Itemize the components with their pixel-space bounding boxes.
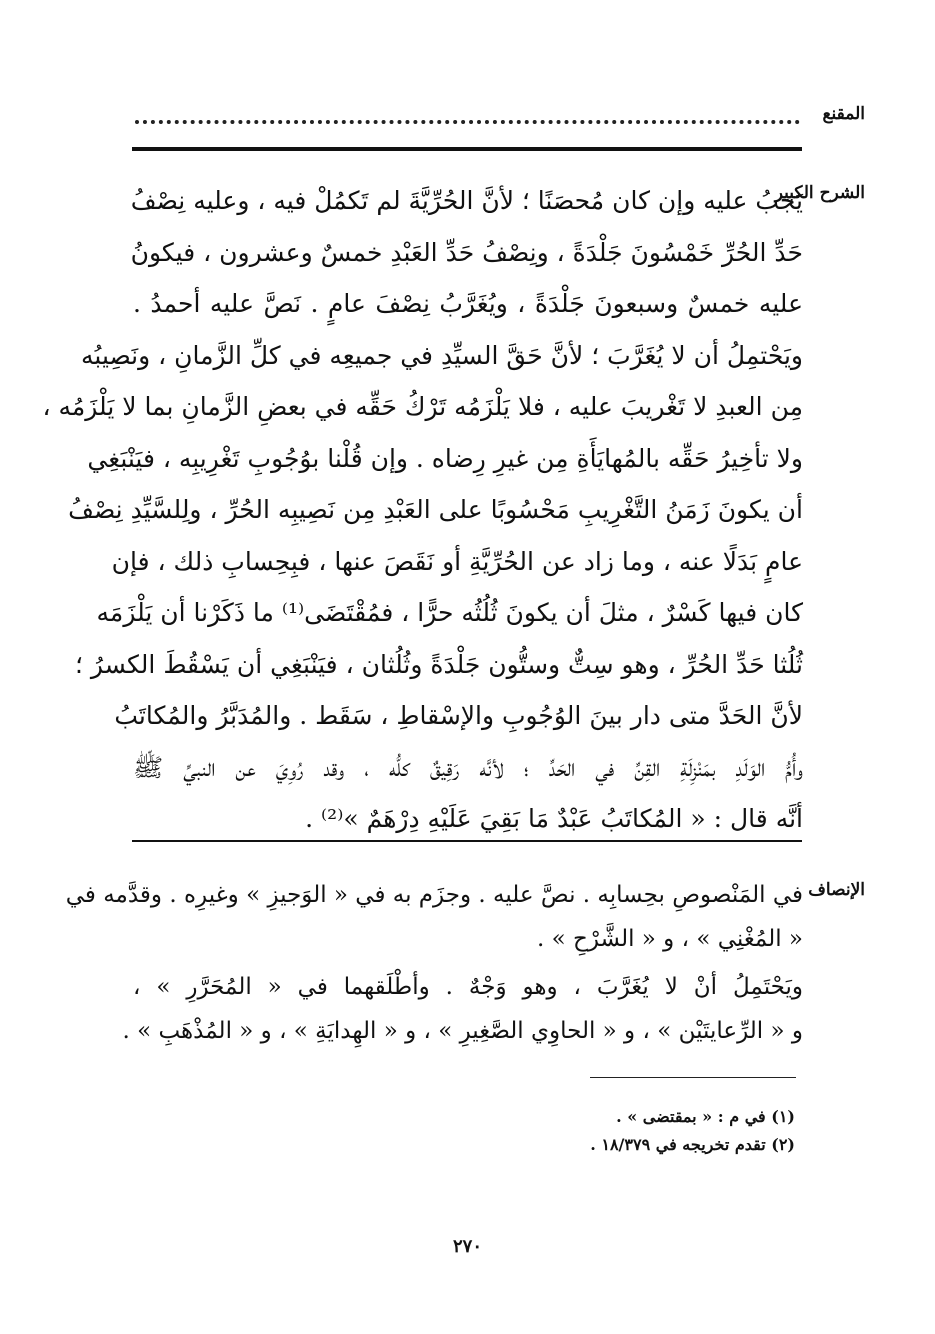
sharh-line: كان فيها كَسْرٌ ، مثلَ أن يكونَ ثُلُثُه حرًّا ، فمُقْتَضَى⁽¹⁾ ما ذَكَرْنا أن يَلْزَمَه (96, 598, 803, 627)
book-title: المقنع (822, 104, 865, 124)
header-dotted-leader (135, 108, 800, 124)
sharh-line: وأُمُّ الوَلَدِ بمَنْزِلَةِ القِنِّ في الحَدِّ ؛ لأنَّه رَقِيقٌ كلُّه ، وقد رُوِيَ عن النبيِّ ﷺ (133, 752, 803, 782)
insaf-text-block (65, 873, 803, 1053)
sharh-line: ثُلُثا حَدِّ الحُرِّ ، وهو سِتٌّ وستُّون جَلْدَةً وثُلُثان ، فيَنْبَغِي أن يَسْقُطَ الكسرُ ؛ (75, 649, 803, 679)
sharh-line: عليه خمسٌ وسبعونَ جَلْدَةً ، ويُغَرَّبُ نِصْفَ عامٍ . نَصَّ عليه أحمدُ . (133, 289, 803, 318)
sharh-line: حَدِّ الحُرِّ خَمْسُونَ جَلْدَةً ، ونِصْفُ حَدِّ العَبْدِ خمسٌ وعشرون ، فيكونُ (130, 237, 803, 267)
sharh-text-block (42, 175, 803, 845)
sharh-line: عامٍ بَدَلًا عنه ، وما زاد عن الحُرِّيَّةِ أو نَقَصَ عنها ، فبِحِسابِ ذلك ، فإن (111, 546, 803, 576)
sharh-line: لأنَّ الحَدَّ متى دار بينَ الوُجُوبِ والإسْقاطِ ، سَقَط . والمُدَبَّرُ والمُكاتَبُ (114, 701, 803, 730)
page-number: ٢٧٠ (452, 1236, 482, 1257)
footnote-1: (١) في م : « بمقتضى » . (616, 1107, 795, 1126)
sharh-line: ويَحْتمِلُ أن لا يُغَرَّبَ ؛ لأنَّ حَقَّ السيِّدِ في جميعِه في كلِّ الزَّمانِ ، ونَصِيبُه (81, 340, 803, 370)
footnote-rule (590, 1077, 796, 1078)
section-divider (132, 840, 802, 842)
sharh-line: مِن العبدِ لا تَغْريبَ عليه ، فلا يَلْزَمُه تَرْكُ حَقِّه في بعضِ الزَّمانِ بما لا يَلْزَمُه ، (42, 392, 803, 421)
header-rule (132, 147, 802, 151)
insaf-line: ويَحْتَمِلُ أنْ لا يُغَرَّبَ ، وهو وَجْهٌ . وأطْلَقهما في « المُحَرَّرِ » ، (133, 974, 803, 1000)
sharh-line: أن يكونَ زَمَنُ التَّغْرِيبِ مَحْسُوبًا على العَبْدِ مِن نَصِيبِه الحُرِّ ، ولِلسَّيِّدِ نِصْفُ (68, 495, 803, 524)
footnotes (395, 1103, 795, 1159)
footnote-2: (٢) تقدم تخريجه في ١٨/٣٧٩ . (590, 1135, 795, 1154)
sharh-line: يَجبُ عليه وإن كان مُحصَنًا ؛ لأنَّ الحُرِّيَّةَ لم تَكمُلْ فيه ، وعليه نِصْفُ (130, 186, 803, 215)
sharh-line: ولا تأخِيرُ حَقِّه بالمُهايَأَةِ مِن غيرِ رِضاه . وإن قُلْنا بوُجُوبِ تَغْرِيبِه ، فيَنْبَغِي (87, 443, 803, 473)
insaf-section-label: الإنصاف (808, 880, 865, 900)
sharh-section-label: الشرح الكبير (774, 183, 865, 203)
insaf-line: « المُغْنِي » ، و « الشَّرْحِ » . (537, 926, 803, 952)
insaf-line: في المَنْصوصِ بحِسابِه . نصَّ عليه . وجزَم به في « الوَجيزِ » وغيرِه . وقدَّمه في (65, 882, 803, 908)
insaf-line: و « الرِّعايتَيْن » ، و « الحاوِي الصَّغِيرِ » ، و « الهِدايَةِ » ، و « المُذْهَبِ » . (122, 1018, 803, 1044)
sharh-line: أنَّه قال : « المُكاتَبُ عَبْدٌ مَا بَقِيَ عَلَيْهِ دِرْهَمٌ »⁽²⁾ . (305, 804, 803, 833)
